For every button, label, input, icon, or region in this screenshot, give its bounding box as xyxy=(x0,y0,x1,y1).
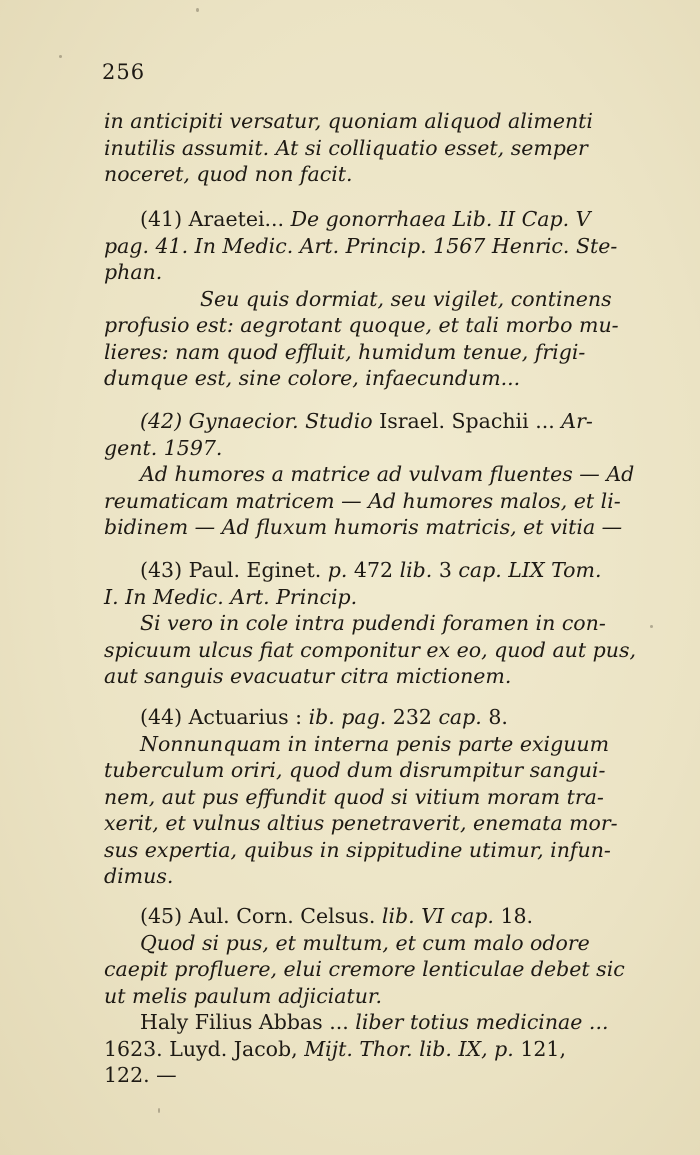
reference-text: cap. xyxy=(438,705,482,729)
quote-line: Si vero in cole intra pudendi foramen in con- xyxy=(140,611,606,635)
footnote-reference xyxy=(104,903,640,930)
footnote-45 xyxy=(104,903,640,1089)
footnote-number: (45) xyxy=(140,904,183,928)
quote-line: Nonnunquam in interna penis parte exiguum xyxy=(140,731,610,756)
footnote-number: (41) xyxy=(140,207,183,231)
reference-text: ib. pag. xyxy=(308,705,387,729)
reference-text: Ar- xyxy=(561,409,593,433)
quote-line: Ad humores a matrice ad vulvam fluentes — Ad xyxy=(140,462,635,486)
text-line: inutilis assumit. At si colliquatio esset, semper xyxy=(104,135,588,160)
continuation-paragraph xyxy=(104,108,640,188)
quote-line: dumque est, sine colore, infaecundum... xyxy=(104,366,521,390)
reference-text: 232 xyxy=(386,705,439,729)
quote-line: tuberculum oriri, quod dum disrumpitur sangui- xyxy=(104,758,606,782)
ink-speck xyxy=(196,8,199,12)
reference-text: 121, xyxy=(513,1036,566,1061)
reference-text: 3 xyxy=(432,558,459,582)
quote-line: caepit profluere, elui cremore lenticulae debet sic xyxy=(104,957,625,981)
reference-text: Actuarius : xyxy=(182,705,309,729)
reference-text: 1623. Luyd. Jacob, xyxy=(104,1036,305,1061)
quote-line: dimus. xyxy=(104,864,174,888)
reference-line xyxy=(104,1036,640,1063)
quote-line: nem, aut pus effundit quod si vitium moram tra- xyxy=(104,784,604,809)
quote-line: aut sanguis evacuatur citra mictionem. xyxy=(104,664,512,688)
ink-speck xyxy=(59,55,62,58)
quote-line: spicuum ulcus fiat componitur ex eo, quod aut pus, xyxy=(104,637,636,662)
quote-line: Seu quis dormiat, seu vigilet, continens xyxy=(200,286,612,311)
reference-text: Aul. Corn. Celsus. xyxy=(182,904,382,928)
text-line: phan. xyxy=(104,260,163,284)
text-line: noceret, quod non facit. xyxy=(104,162,353,186)
footnote-reference xyxy=(104,206,640,233)
reference-text: p. xyxy=(327,558,348,582)
footnote-41 xyxy=(104,206,640,392)
quote-line: bidinem — Ad fluxum humoris matricis, et vitia — xyxy=(104,515,623,539)
footnote-reference xyxy=(104,704,640,731)
reference-text: 8. xyxy=(481,705,508,729)
text-line: gent. 1597. xyxy=(104,435,223,460)
quote-line: profusio est: aegrotant quoque, et tali morbo mu- xyxy=(104,313,619,337)
footnote-number: (42) xyxy=(140,409,183,433)
reference-text: Mijt. Thor. lib. IX, p. xyxy=(304,1036,514,1061)
footnote-42 xyxy=(104,408,640,541)
reference-text: 18. xyxy=(493,904,534,928)
text-line: in anticipiti versatur, quoniam aliquod alimenti xyxy=(104,109,593,133)
reference-text: Israel. Spachii ... xyxy=(372,409,562,433)
footnote-43 xyxy=(104,557,640,690)
text-line: pag. 41. In Medic. Art. Princip. 1567 Henric. Ste- xyxy=(104,233,618,258)
footnote-number: (43) xyxy=(140,558,183,582)
footnote-reference xyxy=(104,557,640,584)
reference-title: liber totius medicinae ... xyxy=(355,1010,609,1034)
reference-title: Gynaecior. Studio xyxy=(188,409,373,433)
reference-text: Haly Filius Abbas ... xyxy=(140,1010,356,1034)
reference-text: lib. VI cap. xyxy=(381,904,494,928)
ink-speck xyxy=(650,625,653,628)
ink-speck xyxy=(158,1108,160,1113)
reference-text: Paul. Eginet. xyxy=(182,558,328,582)
quote-line: ut melis paulum adjiciatur. xyxy=(104,983,382,1008)
reference-text: Araetei... xyxy=(188,207,291,231)
quote-line: Quod si pus, et multum, et cum malo odore xyxy=(140,930,590,955)
reference-text: 472 xyxy=(347,558,400,582)
reference-text: cap. LIX Tom. xyxy=(458,558,602,582)
quote-line: sus expertia, quibus in sippitudine utimur, infun- xyxy=(104,837,611,862)
quote-line: lieres: nam quod effluit, humidum tenue, frigi- xyxy=(104,339,586,364)
footnote-number: (44) xyxy=(140,705,183,729)
text-line: I. In Medic. Art. Princip. xyxy=(104,584,358,609)
quote-line: reumaticam matricem — Ad humores malos, et li- xyxy=(104,488,621,513)
quote-line: xerit, et vulnus altius penetraverit, enemata mor- xyxy=(104,811,618,835)
footnote-reference xyxy=(104,408,640,435)
reference-title: De gonorrhaea Lib. II Cap. V xyxy=(290,207,591,231)
footnote-44 xyxy=(104,704,640,890)
reference-line: 122. — xyxy=(104,1063,177,1087)
page-number: 256 xyxy=(102,60,146,84)
reference-text: lib. xyxy=(399,558,433,582)
reference-line xyxy=(104,1009,640,1036)
